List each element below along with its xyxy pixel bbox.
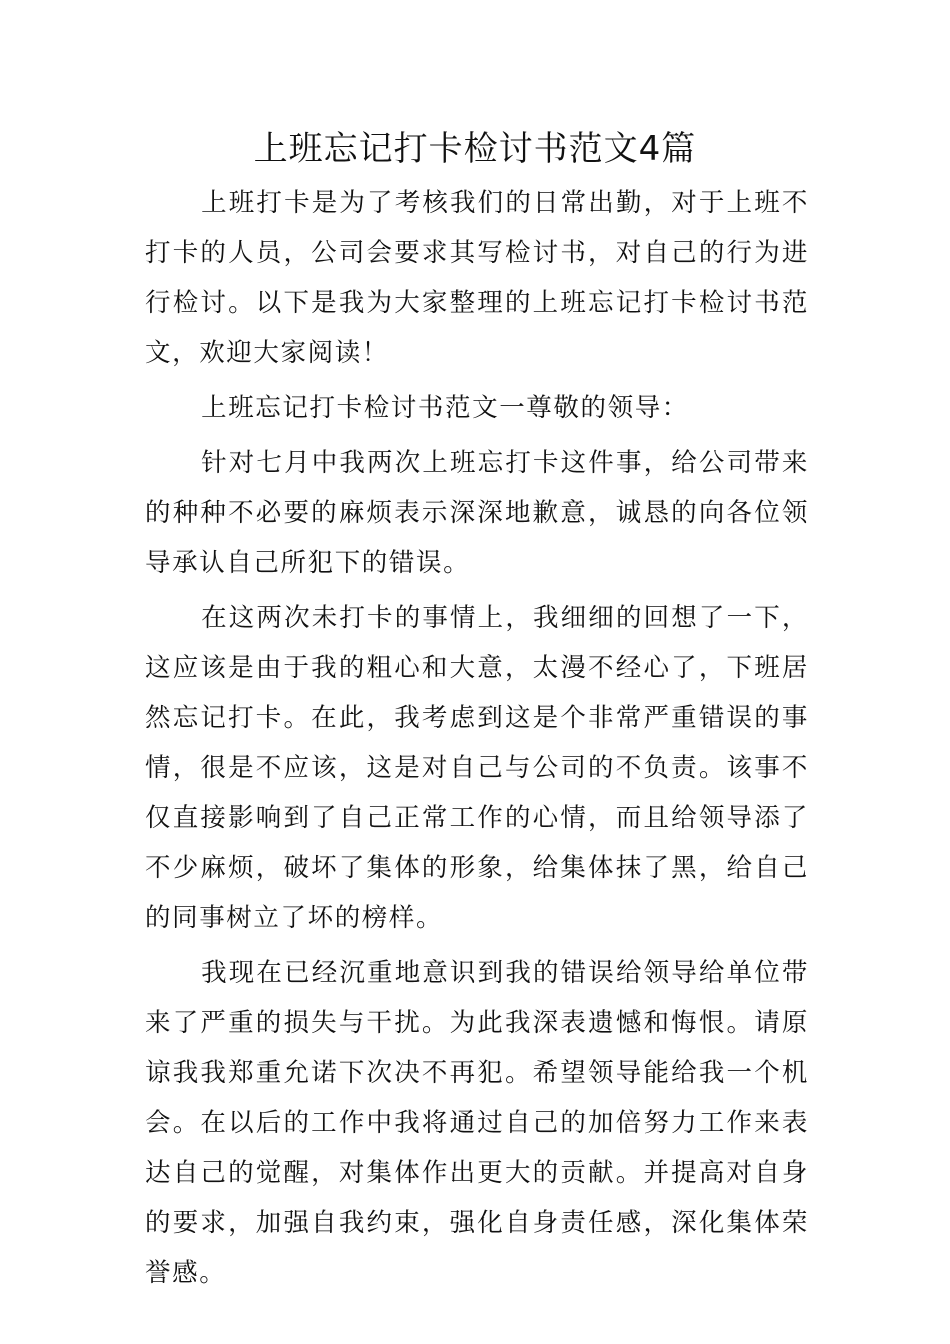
document-body	[145, 178, 809, 1298]
paragraph-reflection: 在这两次未打卡的事情上，我细细的回想了一下，这应该是由于我的粗心和大意，太漫不经心了，下班居然忘记打卡。在此，我考虑到这是个非常严重错误的事情，很是不应该，这是对自己与公司的不负责。该事不仅直接影响到了自己正常工作的心情，而且给领导添了不少麻烦，破坏了集体的形象，给集体抹了黑，给自己的同事树立了坏的榜样。	[145, 603, 809, 933]
paragraph-commitment: 我现在已经沉重地意识到我的错误给领导给单位带来了严重的损失与干扰。为此我深表遗憾和悔恨。请原谅我我郑重允诺下次决不再犯。希望领导能给我一个机会。在以后的工作中我将通过自己的加倍努力工作来表达自己的觉醒，对集体作出更大的贡献。并提高对自身的要求，加强自我约束，强化自身责任感，深化集体荣誉感。	[145, 958, 809, 1288]
paragraph-heading-salutation: 上班忘记打卡检讨书范文一尊敬的领导：	[201, 393, 689, 423]
document-title: 上班忘记打卡检讨书范文4篇	[253, 129, 697, 169]
paragraph-intro: 上班打卡是为了考核我们的日常出勤，对于上班不打卡的人员，公司会要求其写检讨书，对自己的行为进行检讨。以下是我为大家整理的上班忘记打卡检讨书范文，欢迎大家阅读！	[145, 188, 809, 368]
paragraph-apology: 针对七月中我两次上班忘打卡这件事，给公司带来的种种不必要的麻烦表示深深地歉意，诚恳的向各位领导承认自己所犯下的错误。	[145, 448, 809, 578]
